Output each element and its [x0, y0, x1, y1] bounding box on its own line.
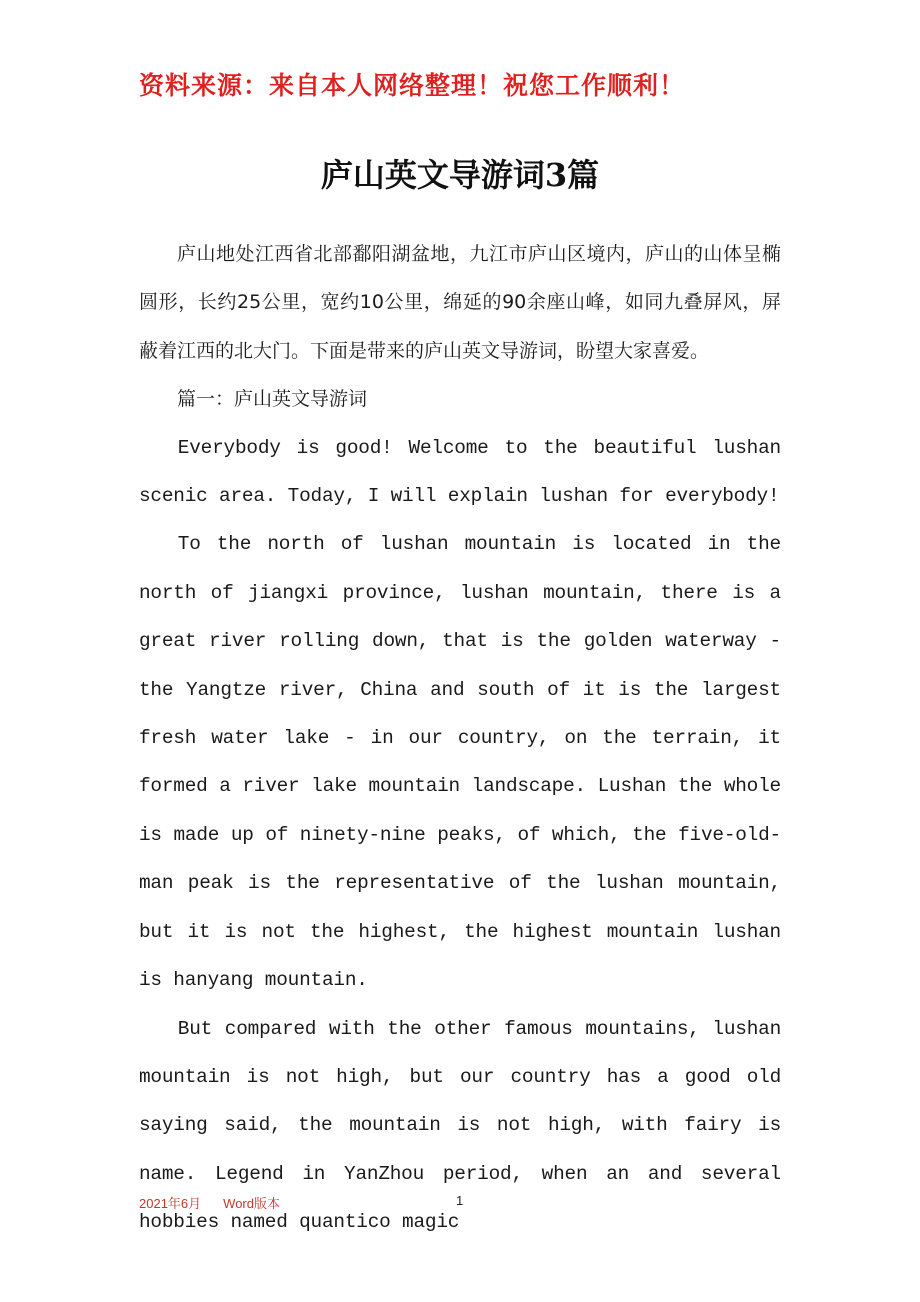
intro-paragraph: 庐山地处江西省北部鄱阳湖盆地，九江市庐山区境内，庐山的山体呈椭圆形，长约25公里，宽约10公里，绵延的90余座山峰，如同九叠屏风，屏蔽着江西的北大门。下面是带来的庐山英文导游词，盼望大家喜爱。 — [139, 243, 781, 362]
source-banner: 资料来源：来自本人网络整理！祝您工作顺利！ — [139, 71, 686, 100]
footer-edition: Word版本 — [223, 1196, 280, 1211]
page-number: 1 — [456, 1193, 464, 1208]
document-body — [139, 230, 781, 1247]
body-paragraph: Everybody is good! Welcome to the beautiful lushan scenic area. Today, I will explain lushan for everybody! — [139, 436, 781, 508]
document-title: 庐山英文导游词3篇 — [320, 156, 600, 194]
footer — [139, 1193, 280, 1212]
body-paragraph: But compared with the other famous mountains, lushan mountain is not high, but our country has a good old saying said, the mountain is not high, with fairy is name. Legend in YanZhou period, when an and several hobbies named quantico magic — [139, 1017, 781, 1234]
body-paragraph: To the north of lushan mountain is located in the north of jiangxi province, lushan mountain, there is a great river rolling down, that is the golden waterway - the Yangtze river, China and south of it is the largest fresh water lake - in our country, on the terrain, it formed a river lake mountain landscape. Lushan the whole is made up of ninety-nine peaks, of which, the five-old-man peak is the representative of the lushan mountain, but it is not the highest, the highest mountain lushan is hanyang mountain. — [139, 533, 781, 992]
section-heading: 篇一：庐山英文导游词 — [177, 388, 368, 411]
footer-date: 2021年6月 — [139, 1196, 202, 1211]
